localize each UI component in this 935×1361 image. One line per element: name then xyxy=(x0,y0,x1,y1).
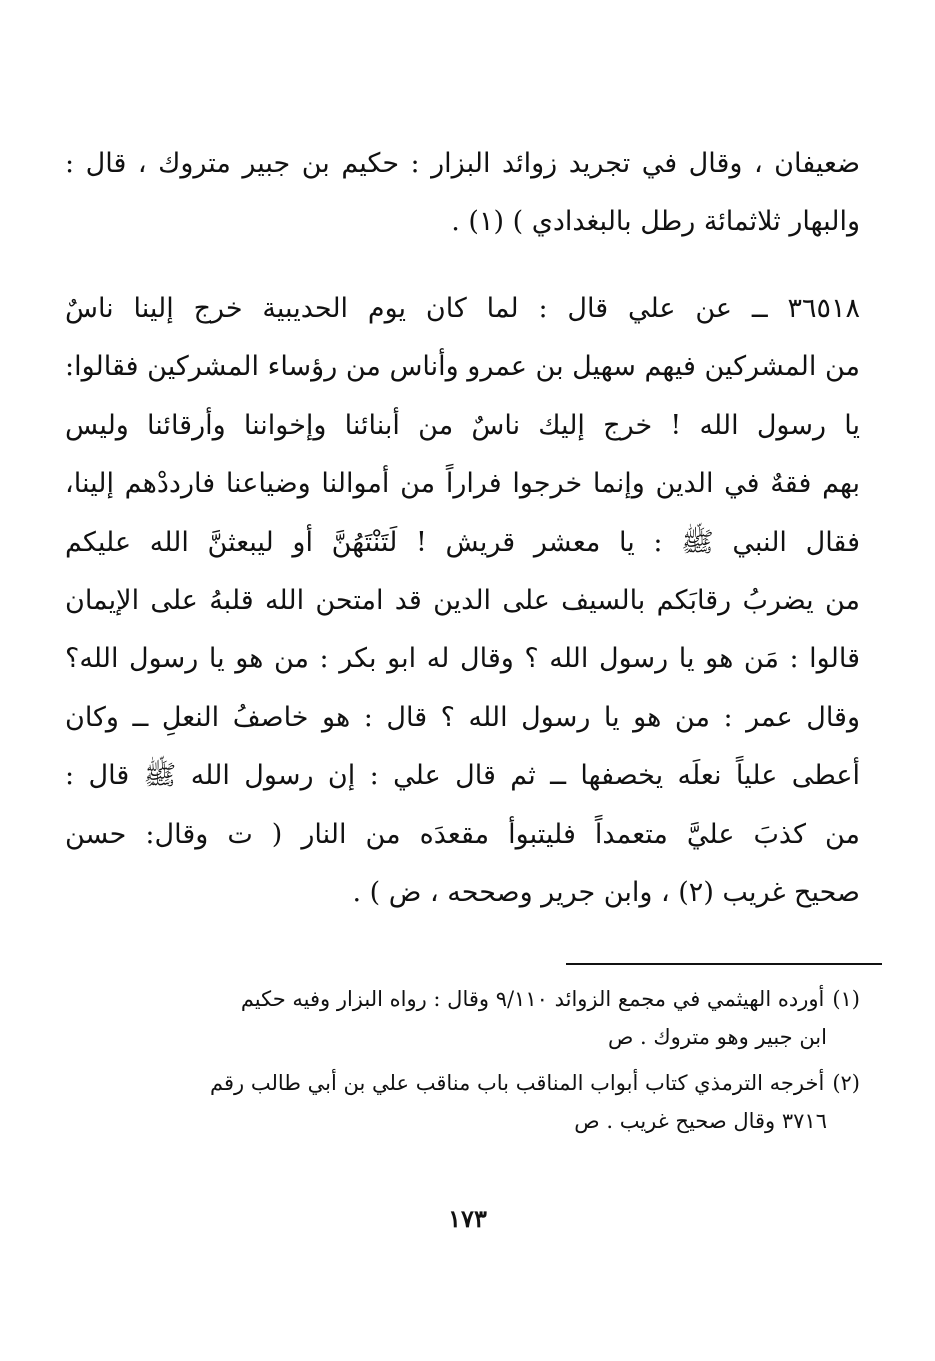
footnote xyxy=(60,1064,860,1140)
page-number: ١٧٣ xyxy=(448,1204,487,1233)
footnote-line xyxy=(60,980,860,1018)
text-line: من المشركين فيهم سهيل بن عمرو وأناس من رؤساء المشركين فقالوا: xyxy=(65,351,860,383)
text-line: ضعيفان ، وقال في تجريد زوائد البزار : حكيم بن جبير متروك ، قال : xyxy=(65,148,860,179)
hadith-paragraph xyxy=(65,280,860,922)
text-line: والبهار ثلاثمائة رطل بالبغدادي ) (١) . xyxy=(451,206,860,238)
text-line: يا رسول الله ! خرج إليك ناسٌ من أبنائنا وإخواننا وأرقائنا وليس xyxy=(65,409,860,441)
text-line: ٣٦٥١٨ ــ عن علي قال : لما كان يوم الحديبية خرج إلينا ناسٌ xyxy=(65,293,860,324)
text-line: أعطى علياً نعلَه يخصفها ــ ثم قال علي : إن رسول الله ﷺ قال : xyxy=(65,760,860,792)
text-line: قالوا : مَن هو يا رسول الله ؟ وقال له ابو بكر : من هو يا رسول الله؟ xyxy=(65,643,860,675)
footnote-number: (٢) xyxy=(832,1071,860,1095)
footnote-separator xyxy=(566,963,882,965)
text-line: فقال النبي ﷺ : يا معشر قريش ! لَتَنْتَهُنَّ أو ليبعثنَّ الله عليكم xyxy=(65,526,860,558)
footnote xyxy=(60,980,860,1056)
intro-paragraph xyxy=(65,135,860,252)
text-line: بهم فقهٌ في الدين وإنما خرجوا فراراً من أموالنا وضياعنا فارددْهم إلينا، xyxy=(65,468,860,500)
text-line: صحيح غريب (٢) ، وابن جرير وصححه ، ض ) . xyxy=(352,876,860,908)
footnote-number: (١) xyxy=(832,987,860,1011)
footnote-line xyxy=(60,1064,860,1102)
footnote-line: ٣٧١٦ وقال صحيح غريب . ص xyxy=(574,1109,827,1133)
footnotes xyxy=(60,980,860,1148)
footnote-text: أورده الهيثمي في مجمع الزوائد ٩/١١٠ وقال : رواه البزار وفيه حكيم xyxy=(240,987,825,1011)
footnote-text: أخرجه الترمذي كتاب أبواب المناقب باب مناقب علي بن أبي طالب رقم xyxy=(210,1071,825,1095)
footnote-line: ابن جبير وهو متروك . ص xyxy=(607,1025,827,1049)
text-line: من كذبَ عليَّ متعمداً فليتبوأ مقعدَه من النار ( ت وقال: حسن xyxy=(65,818,860,850)
text-line: من يضربُ رقابَكم بالسيف على الدين قد امتحن الله قلبهُ على الإيمان xyxy=(65,584,860,616)
text-line: وقال عمر : من هو يا رسول الله ؟ قال : هو خاصفُ النعلِ ــ وكان xyxy=(65,701,860,733)
